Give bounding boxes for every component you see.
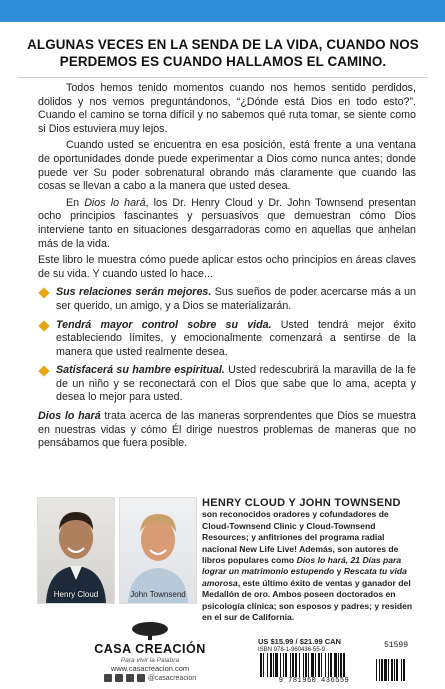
publisher-tagline: Para vivir la Palabra	[120, 657, 180, 664]
barcode-addon-bar	[396, 659, 398, 681]
author-bio	[202, 498, 416, 623]
promise-title: Tendrá mayor control sobre su vida.	[56, 318, 272, 331]
author-bio-text: y	[334, 566, 344, 577]
youtube-icon	[126, 674, 134, 682]
diamond-bullet-icon	[38, 320, 49, 331]
description-text	[38, 82, 416, 454]
barcode-bar	[273, 653, 274, 677]
author-bio-text: , este último éxito de ventas y ganador del Medallón de oro. Ambos poseen doctorados en psicología clínica; son esposos y padres; y residen en el sur de California.	[202, 577, 413, 623]
barcode-bar	[299, 653, 300, 677]
photo-caption: Henry Cloud	[53, 590, 99, 599]
barcode-addon-bar	[376, 659, 377, 681]
barcode-addon-bar	[384, 659, 387, 681]
barcode-addon-bar	[379, 659, 380, 681]
barcode-bar	[330, 653, 332, 677]
barcode-bar	[328, 653, 329, 677]
diamond-bullet-icon	[38, 288, 49, 299]
barcode-bar	[334, 653, 337, 677]
barcode-bar	[260, 653, 262, 677]
barcode-bar	[305, 653, 307, 677]
author-book-titles: Dios lo hará, 21 Días para lograr un matrimonio estupendo	[202, 555, 402, 577]
facebook-icon	[104, 674, 112, 682]
book-title-inline: Dios lo hará	[84, 196, 146, 209]
diamond-bullet-icon	[38, 366, 49, 377]
barcode-addon-bar	[403, 659, 405, 681]
author-book-title: Rescata tu vida amorosa	[202, 566, 407, 588]
instagram-icon	[137, 674, 145, 682]
barcode-bar	[311, 653, 314, 677]
barcode-bar	[340, 653, 342, 677]
barcode-bar	[275, 653, 278, 677]
promise-title: Satisfacerá su hambre espiritual.	[56, 364, 225, 377]
tree-logo-icon	[130, 622, 170, 640]
headline-divider	[18, 77, 428, 78]
barcode-bar	[318, 653, 320, 677]
barcode-bar	[308, 653, 309, 677]
promise-list	[38, 286, 416, 405]
john-townsend-photo	[119, 497, 197, 604]
barcode-bar	[343, 653, 345, 677]
barcode-bar	[290, 653, 291, 677]
barcode-bar	[263, 653, 264, 677]
isbn-label: ISBN 978-1-960436-55-9	[258, 647, 326, 653]
photo-caption: John Townsend	[130, 590, 186, 599]
henry-cloud-photo	[37, 497, 115, 604]
barcode-bar	[295, 653, 297, 677]
top-color-bar	[0, 0, 445, 22]
social-handle: @casacreacion	[147, 674, 197, 682]
barcode-bar	[315, 653, 316, 677]
intro-p3-pre: En	[66, 196, 85, 209]
barcode-addon-bar	[388, 659, 389, 681]
promise-text: Sus sueños de poder acercarse más a un ser querido, un amigo, y a Dios se materializarán.	[56, 286, 416, 312]
promise-text: Usted redescubrirá la maravilla de la fe de un niño y se reconectará con el Dios que sabe que lo ama, acepta y desea lo mejor para usted.	[56, 364, 416, 404]
price-label: US $15.99 / $21.99 CAN	[258, 637, 341, 646]
barcode-addon-bar	[401, 659, 402, 681]
publisher-url: www.casacreacion.com	[110, 664, 190, 673]
portrait-john-townsend	[120, 498, 196, 603]
promise-item	[38, 364, 416, 405]
closing-book-title: Dios lo hará	[38, 410, 101, 423]
closing-paragraph	[38, 410, 416, 451]
barcode-bar	[338, 653, 339, 677]
publisher-name: CASA CREACIÓN	[94, 642, 206, 656]
promise-item	[38, 286, 416, 313]
barcode-addon-bar	[394, 659, 395, 681]
barcode-bar	[321, 653, 322, 677]
intro-paragraph-1: Todos hemos tenido momentos cuando nos hemos sentido perdidos, dolidos y nos vemos preguntándonos, “¿Dónde está Dios en todo esto?”. Cuando el camino se torna difícil y no sabemos qué ruta tomar, se siente como si Dios estuviera muy lejos.	[38, 82, 416, 135]
promise-text: Usted tendrá mejor éxito estableciendo límites, y emocionalmente comenzará a sentirse de la manera que usted realmente desea.	[56, 318, 416, 358]
intro-p3-post: , los Dr. Henry Cloud y Dr. John Townsend presentan ocho principios fascinantes y persuasivos que demuestran cómo Dios interviene tanto en situaciones desgarradoras como en aquellas que anhelan más de la vida.	[38, 196, 417, 250]
author-bio-text: son reconocidos oradores y cofundadores de Cloud-Townsend Clinic y Cloud-Townsend Resources; y anfitriones del programa radial nacional New Life Live! Además, son autores de libros populares como	[202, 509, 399, 566]
promise-item	[38, 319, 416, 360]
barcode-addon-bar	[391, 659, 393, 681]
portrait-henry-cloud	[38, 498, 114, 603]
barcode-addon-digits: 51599	[383, 641, 408, 650]
barcode-bar	[325, 653, 326, 677]
social-links	[70, 674, 230, 682]
promise-title: Sus relaciones serán mejores.	[56, 286, 212, 299]
headline: ALGUNAS VECES EN LA SENDA DE LA VIDA, CUANDO NOS PERDEMOS ES CUANDO HALLAMOS EL CAMINO.	[27, 37, 419, 69]
barcode-bar	[303, 653, 304, 677]
barcode-addon-bar	[381, 659, 383, 681]
barcode-bar	[280, 653, 281, 677]
barcode-ean-digits: 9 781960 436559	[258, 677, 370, 685]
barcode-bar	[270, 653, 272, 677]
publisher-block	[70, 622, 230, 682]
barcode-bar	[292, 653, 294, 677]
closing-text: trata acerca de las maneras sorprendentes que Dios se muestra en nuestras vidas y cómo Él dirige nuestros problemas de maneras que no pensábamos que fuera posible.	[38, 410, 416, 450]
intro-paragraph-3	[38, 197, 416, 251]
barcode-bar	[283, 653, 284, 677]
twitter-icon	[115, 674, 123, 682]
intro-paragraph-2: Cuando usted se encuentra en esa posición, está frente a una ventana de oportunidades donde puede experimentar a Dios como nunca antes; donde puede ver Su poder sobrenatural obrando más claramente que cuando las cosas se llevan a cabo a la manera que usted desea.	[38, 139, 416, 193]
intro-paragraph-4: Este libro le muestra cómo puede aplicar estos ocho principios en áreas claves de su vida. Y cuando usted lo hace...	[38, 254, 416, 280]
barcode-bar	[267, 653, 268, 677]
barcode-bar	[285, 653, 287, 677]
author-names: HENRY CLOUD Y JOHN TOWNSEND	[202, 497, 401, 509]
